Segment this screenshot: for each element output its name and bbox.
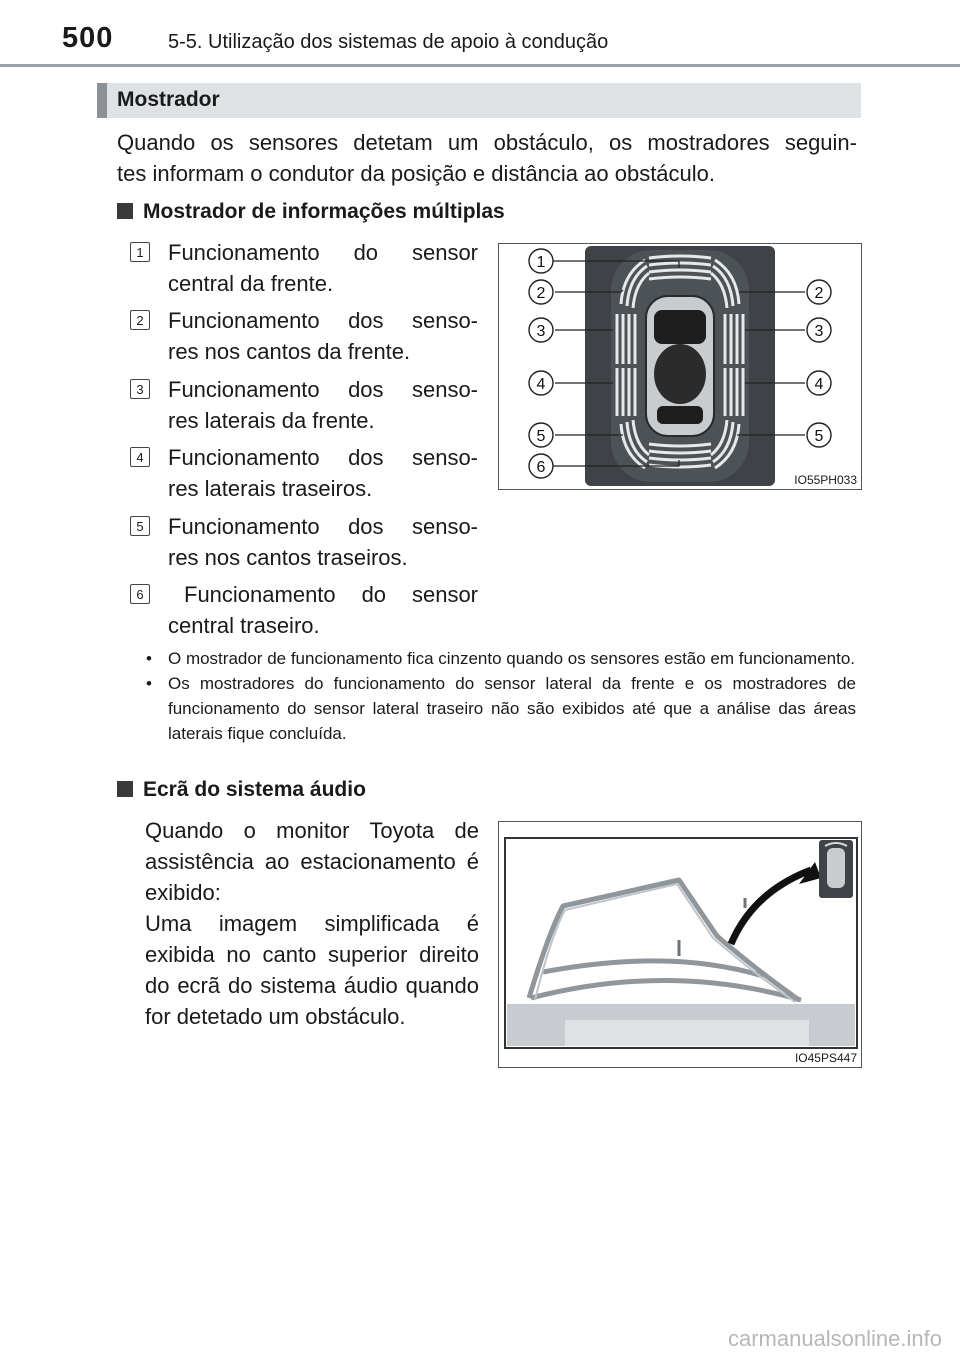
watermark: carmanualsonline.info — [727, 1326, 942, 1351]
audio-screen-illustration — [499, 822, 861, 1067]
list-item — [130, 237, 478, 299]
list-item-line-1: Funcionamento dos senso- — [168, 377, 478, 402]
page-number: 500 — [62, 22, 114, 54]
number-badge: 1 — [130, 242, 150, 262]
number-badge: 4 — [130, 447, 150, 467]
list-item-line-1: Funcionamento dos senso- — [168, 514, 478, 539]
list-item-line-1: Funcionamento dos senso- — [168, 445, 478, 470]
list-item-line-2: central da frente. — [168, 271, 334, 296]
list-item-line-2: res nos cantos da frente. — [168, 339, 411, 364]
note-item: • Os mostradores do funcionamento do sensor lateral da frente e os mostradores de funcionamento do sensor lateral traseiro não são exibidos até que a análise das áreas laterais fique concluída. — [140, 671, 856, 746]
callout-label: 4 — [536, 376, 546, 393]
list-item-line-1: Funcionamento do sensor — [168, 240, 478, 265]
note-item: • O mostrador de funcionamento fica cinzento quando os sensores estão em funcionamento. — [140, 646, 856, 671]
list-item — [130, 579, 478, 641]
number-badge: 3 — [130, 379, 150, 399]
audio-paragraph — [145, 815, 479, 1032]
list-item-line-2: res nos cantos traseiros. — [168, 545, 408, 570]
intro-line-1: Quando os sensores detetam um obstáculo, os mostradores seguin- — [117, 130, 857, 155]
square-bullet-icon — [117, 781, 133, 797]
header-divider — [0, 64, 960, 67]
figure-code: IO45PS447 — [794, 1051, 857, 1065]
callout-label: 6 — [536, 459, 546, 476]
subheading-multi-info-text: Mostrador de informações múltiplas — [143, 200, 505, 223]
number-badge: 6 — [130, 584, 150, 604]
intro-line-2: tes informam o condutor da posição e distância ao obstáculo. — [117, 161, 716, 186]
list-item-line-1: Funcionamento dos senso- — [168, 308, 478, 333]
subheading-audio-text: Ecrã do sistema áudio — [143, 778, 366, 801]
notes-list — [140, 646, 856, 746]
sensor-display-figure — [498, 243, 862, 490]
audio-paragraph-2: Uma imagem simplificada é exibida no canto superior direito do ecrã do sistema áudio quando for detetado um obstáculo. — [145, 911, 479, 1029]
audio-paragraph-1: Quando o monitor Toyota de assistência ao estacionamento é exibido: — [145, 818, 479, 905]
callout-label: 2 — [536, 285, 546, 302]
callout-label: 5 — [536, 428, 546, 445]
list-item — [130, 305, 478, 367]
callout-label: 2 — [814, 285, 824, 302]
callout-label: 5 — [814, 428, 824, 445]
callout-label: 3 — [814, 323, 824, 340]
number-badge: 2 — [130, 310, 150, 330]
list-item-line-2: res laterais traseiros. — [168, 476, 373, 501]
callout-label: 1 — [536, 254, 546, 271]
list-item-line-2: res laterais da frente. — [168, 408, 375, 433]
intro-paragraph — [117, 127, 857, 189]
list-item — [130, 511, 478, 573]
callout-label: 4 — [814, 376, 824, 393]
callout-label: 3 — [536, 323, 546, 340]
list-item-line-2: central traseiro. — [168, 613, 320, 638]
section-title: Mostrador — [117, 88, 220, 111]
section-title-bar — [97, 83, 861, 118]
list-item — [130, 442, 478, 504]
running-head: 5-5. Utilização dos sistemas de apoio à condução — [168, 31, 609, 53]
subheading-audio — [117, 778, 366, 802]
number-badge: 5 — [130, 516, 150, 536]
list-item — [130, 374, 478, 436]
sensor-display-illustration — [499, 244, 861, 489]
square-bullet-icon — [117, 203, 133, 219]
subheading-multi-info — [117, 200, 505, 224]
figure-code: IO55PH033 — [794, 473, 857, 487]
audio-screen-figure — [498, 821, 862, 1068]
list-item-line-1: Funcionamento do sensor — [184, 582, 478, 607]
